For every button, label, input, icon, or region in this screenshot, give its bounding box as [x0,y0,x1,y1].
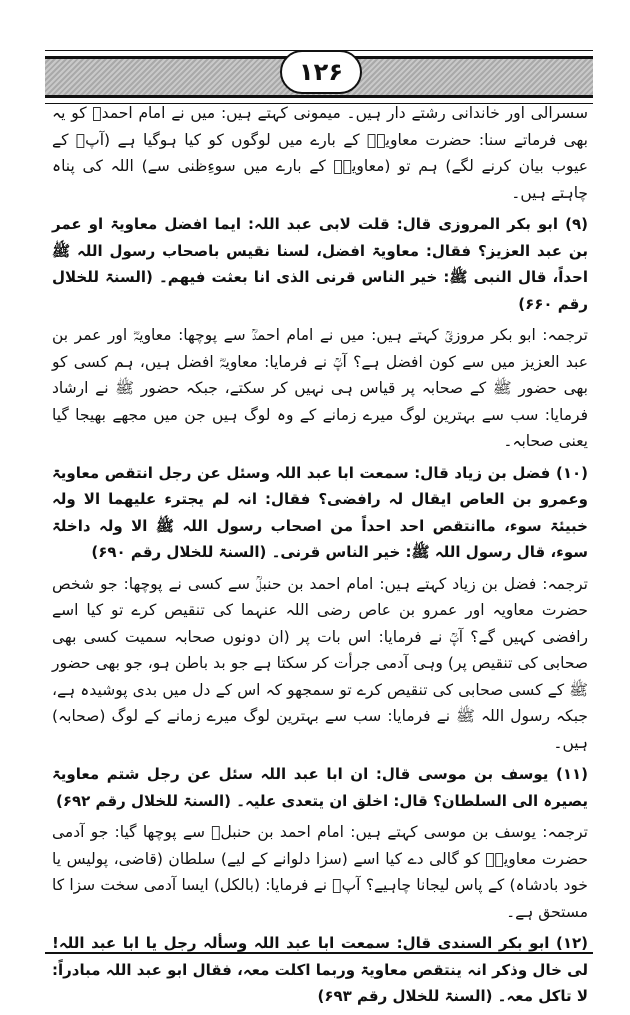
urdu-paragraph: سسرالی اور خاندانی رشتے دار ہیں۔ میمونی کہتے ہیں: میں نے امام احمدؒ کو یہ بھی فرماتے سنا: حضرت معاویہؓ کے بارے میں لوگوں کو کیا ہوگیا ہے (آپؓ کے عیوب بیان کرنے لگے) ہم تو (معاویہؓ کے بارے میں سوءِظنی سے) اللہ کی پناہ چاہتے ہیں۔ [52,104,588,202]
arabic-narration-10: (۱۰) فضل بن زیاد قال: سمعت ابا عبد اللہ وسئل عن رجل انتقص معاویۃ وعمرو بن العاص ایقال لہ رافضی؟ فقال: انہ لم یجترء علیھما الا ولہ خبیئۃ سوء، ماانتقص احد احداً من اصحاب رسول اللہ ﷺ الا ولہ داخلۃ سوء، قال رسول اللہ ﷺ: خیر الناس قرنی۔ (السنۃ للخلال رقم ۶۹۰) [52,463,588,561]
urdu-translation-10: ترجمہ: فضل بن زیاد کہتے ہیں: امام احمد بن حنبلؒ سے کسی نے پوچھا: جو شخص حضرت معاویہ اور عمرو بن عاص رضی اللہ عنہما کی تنقیص کرے تو کیا اسے رافضی کہیں گے؟ آپؒ نے فرمایا: اس بات پر (ان دونوں صحابہ سمیت کسی بھی صحابی کی تنقیص پر) وہی آدمی جرأت کر سکتا ہے جو بد باطن ہو، جو بھی حضور ﷺ کے کسی صحابی کی تنقیص کرے تو سمجھو کہ اس کے دل میں بدی پوشیدہ ہے، جبکہ رسول اللہ ﷺ نے فرمایا: سب سے بہترین لوگ میرے زمانے کے لوگ (صحابہ) ہیں۔ [52,574,588,752]
page-number: ۱۲۶ [280,50,362,94]
urdu-translation-11: ترجمہ: یوسف بن موسی کہتے ہیں: امام احمد بن حنبلؒ سے پوچھا گیا: جو آدمی حضرت معاویہؓ کو گالی دے کیا اسے (سزا دلوانے کے لیے) سلطان (قاضی، پولیس یا خود بادشاہ) کے پاس لیجانا چاہیے؟ آپؒ نے فرمایا: (بالکل) ایسا آدمی سخت سزا کا مستحق ہے۔ [52,823,588,921]
arabic-narration-11: (۱۱) یوسف بن موسی قال: ان ابا عبد اللہ سئل عن رجل شتم معاویۃ یصیرہ الی السلطان؟ قال: اخلق ان یتعدی علیہ۔ (السنۃ للخلال رقم ۶۹۲) [52,765,588,810]
arabic-narration-9: (۹) ابو بکر المروزی قال: قلت لابی عبد اللہ: ایما افضل معاویۃ او عمر بن عبد العزیز؟ فقال: معاویۃ افضل، لسنا نقیس باصحاب رسول اللہ ﷺ احداً، قال النبی ﷺ: خیر الناس قرنی الذی انا بعثت فیھم۔ (السنۃ للخلال رقم ۶۶۰) [52,215,588,313]
urdu-translation-9: ترجمہ: ابو بکر مروزیؒ کہتے ہیں: میں نے امام احمدؒ سے پوچھا: معاویہؓ اور عمر بن عبد العزیز میں سے کون افضل ہے؟ آپؒ نے فرمایا: معاویہؓ افضل ہیں، ہم کسی کو بھی حضور ﷺ کے صحابہ پر قیاس ہی نہیں کر سکتے، جبکہ حضور ﷺ نے ارشاد فرمایا: سب سے بہترین لوگ میرے زمانے کے وہ لوگ ہیں جن میں مجھے بھیجا گیا یعنی صحابہ۔ [52,326,588,450]
footer-rule [45,952,593,954]
page-body [52,100,588,1015]
arabic-narration-12: (۱۲) ابو بکر السندی قال: سمعت ابا عبد اللہ وسألہ رجل یا ابا عبد اللہ! لی خال وذکر انہ ینتقص معاویۃ وربما اکلت معہ، فقال ابو عبد اللہ مبادراً: لا تاکل معہ۔ (السنۃ للخلال رقم ۶۹۳) [52,934,588,1005]
